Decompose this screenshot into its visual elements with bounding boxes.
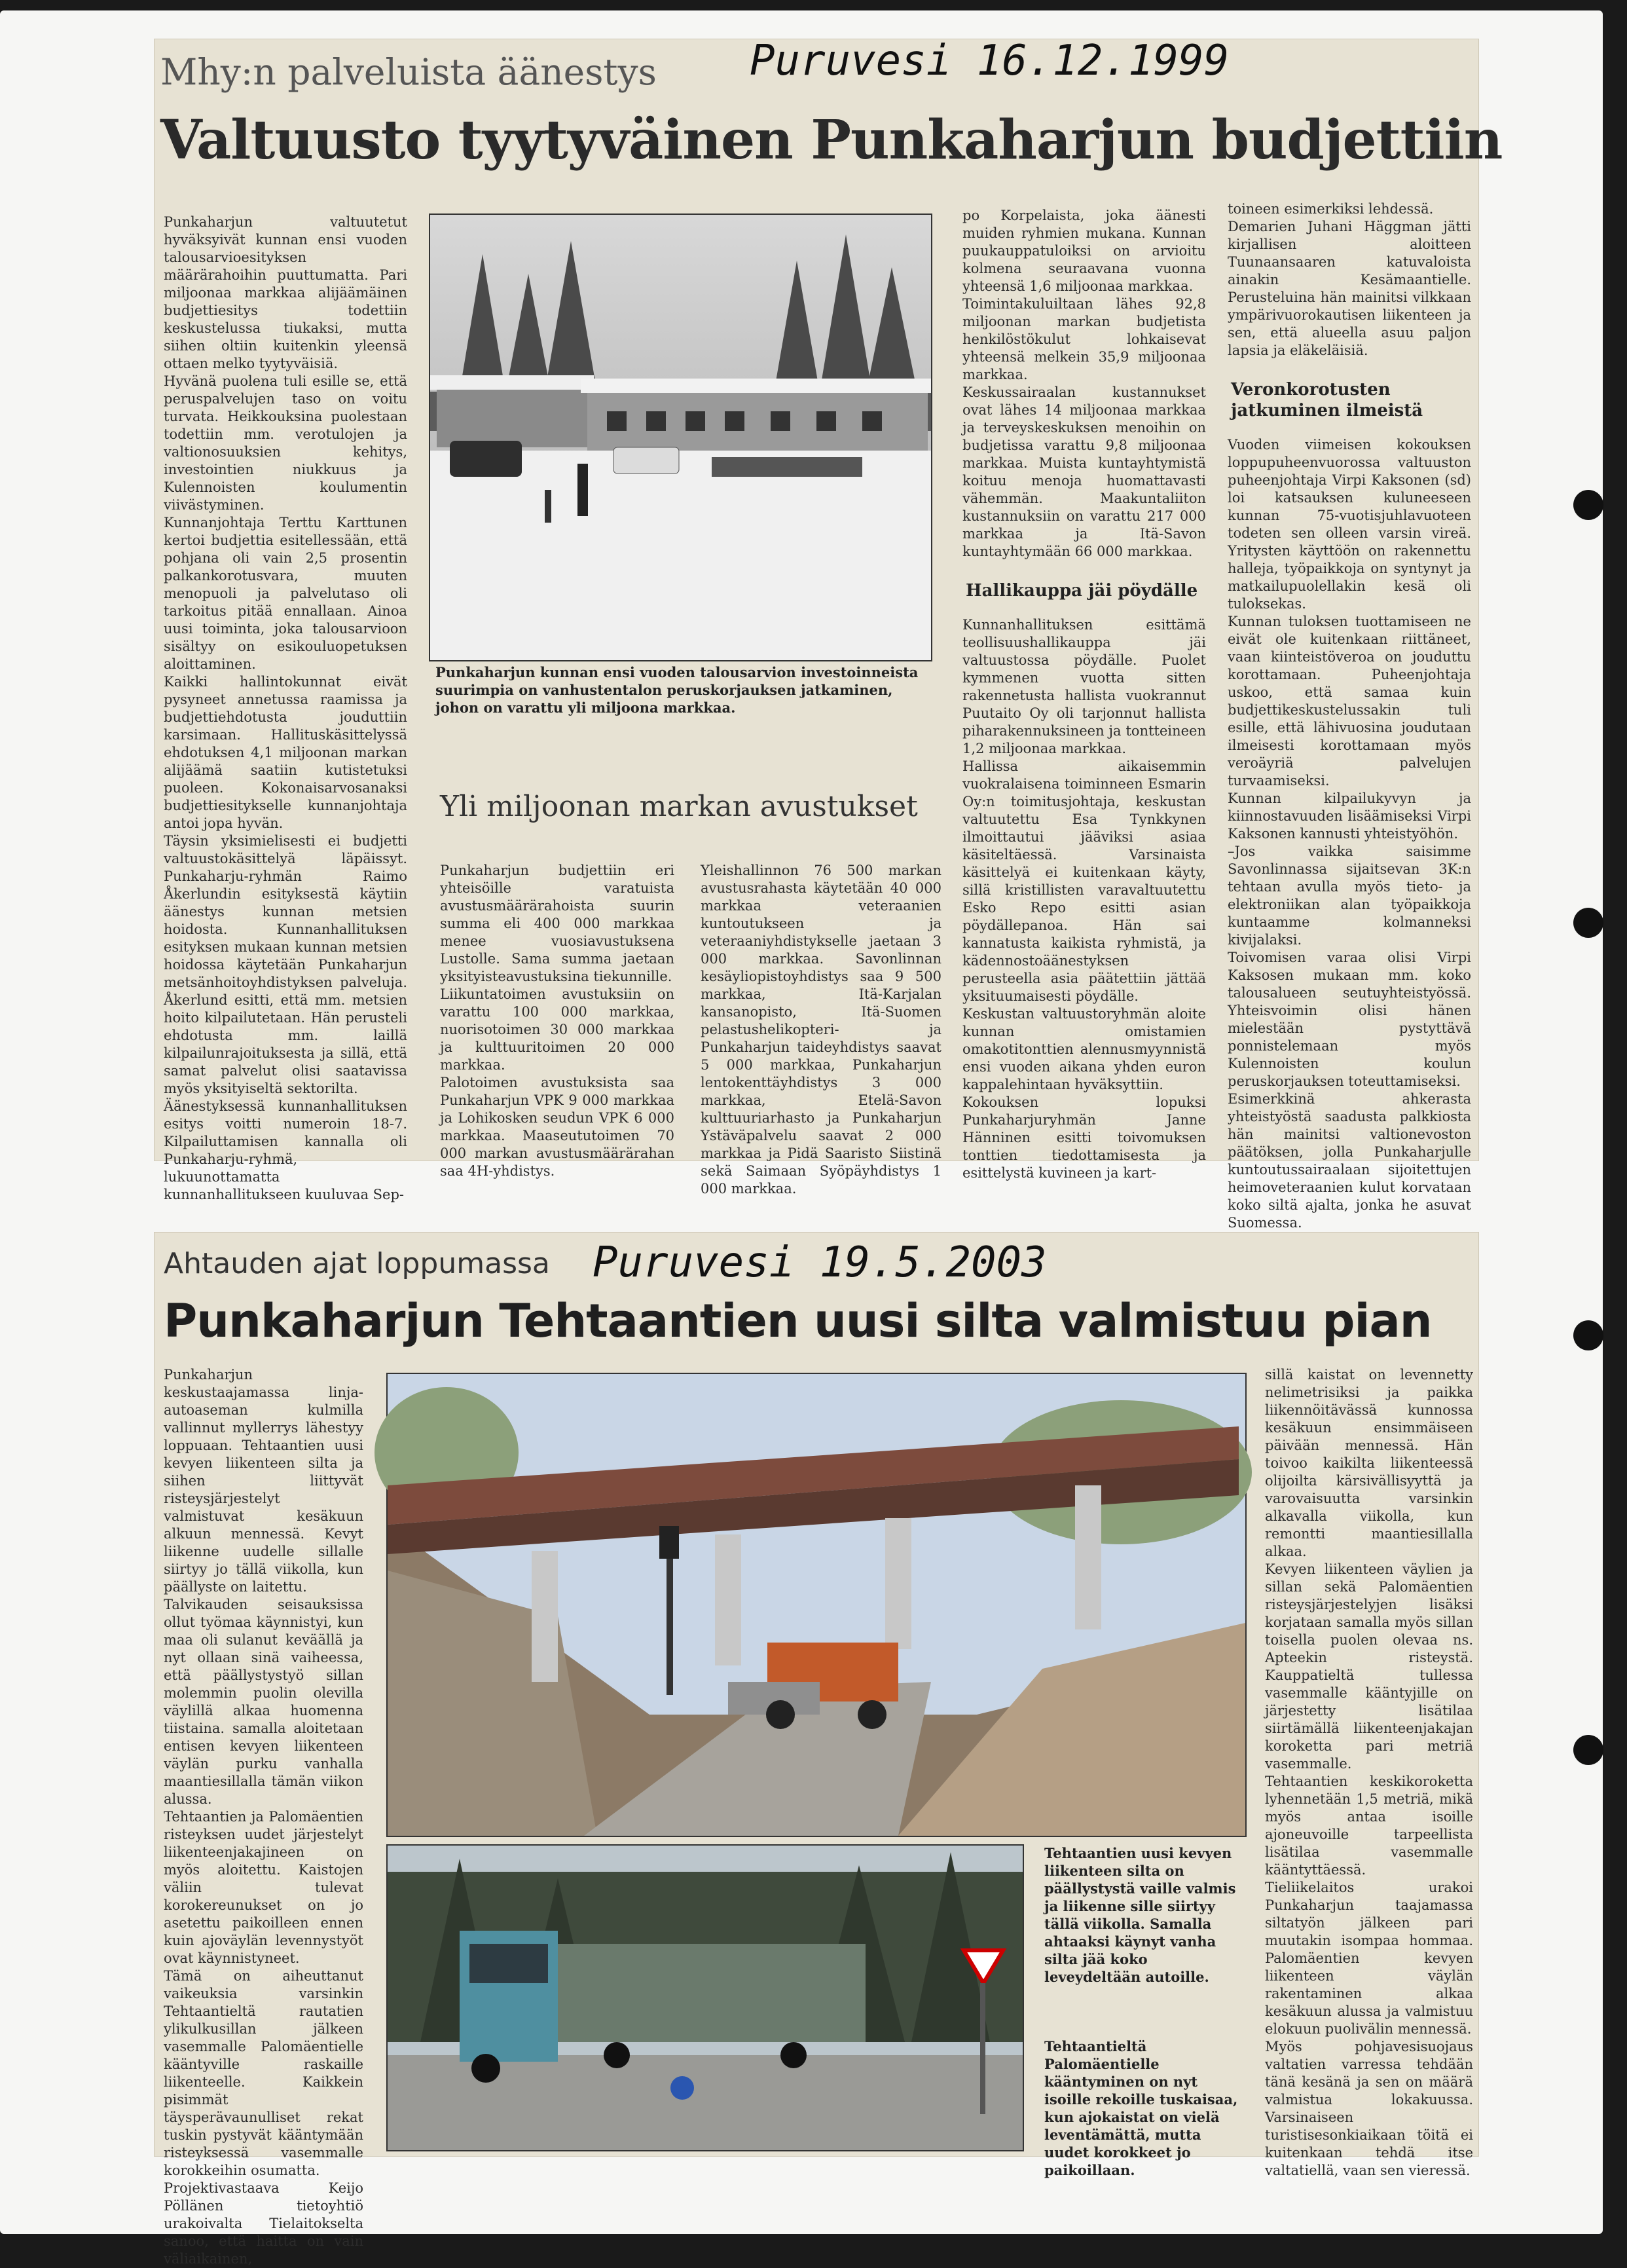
handwritten-date-1: Puruvesi 16.12.1999 <box>750 37 1230 85</box>
photo-caption-truck: Tehtaantieltä Palomäentielle kääntyminen on nyt isoille rekoille tuskaisaa, kun ajokaistat on vielä leventämättä, mutta uudet korokkeet jo paikoillaan. <box>1044 2038 1238 2178</box>
article1-kicker: Mhy:n palveluista äänestys <box>160 51 657 93</box>
nursing-home-photo <box>429 214 932 661</box>
photo-caption-1: Punkaharjun kunnan ensi vuoden talousarvion investoinneista suurimpia on vanhustentalon peruskorjauksen jatkaminen, johon on varattu yli miljoona markkaa. <box>435 664 919 716</box>
article2-kicker: Ahtauden ajat loppumassa <box>164 1247 550 1280</box>
truck-photo <box>386 1844 1024 2151</box>
article1-column-1: Punkaharjun valtuutetut hyväksyivät kunnan ensi vuoden talousarvioesityksen määrärahoihin puuttumatta. Pari miljoonaa markkaa alijäämäinen budjettiesitys todettiin keskustelussa tiukaksi, mutta siihen oltiin kuitenkin yleensä ottaen melko tyytyväisiä. Hyvänä puolena tuli esille se, että peruspalvelujen taso on voitu turvata. Heikkouksina puolestaan todettiin mm. verotulojen ja valtionosuuksien kehitys, investointien niukkuus ja Kulennoisten koulumentin viivästyminen. Kunnanjohtaja Terttu Karttunen kertoi budjettia esitellessään, että pohjana oli vain 2,5 prosentin palkankorotusvara, muuten menopuoli ja palvelutaso oli tarkoitus pitää ennallaan. Ainoa uusi toiminta, joka talousarvioon sisältyy on esikouluopetuksen aloittaminen. Kaikki hallintokunnat eivät pysyneet annetussa raamissa ja budjettiehdotusta jouduttiin karsimaan. Hallituskäsittelyssä ehdotuksen 4,1 miljoonan markan alijäämä saatiin kutistetuksi puoleen. Kokonaisarvosanaksi budjettiesitykselle kunnanjohtaja antoi jopa hyvän. Täysin yksimielisesti ei budjetti valtuustokäsittelyä läpäissyt. Punkaharju-ryhmän Raimo Åkerlundin esityksestä käytiin äänestys kunnan metsien hoidosta. Kunnanhallituksen esityksen mukaan kunnan metsien hoidossa käytetään Punkaharjun metsänhoitoyhdistyksen palveluja. Åkerlund esitti, että mm. metsien hoito kilpailutetaan. Hän perusteli ehdotusta mm. laillä kilpailunrajoituksesta ja sillä, että samat palvelut olisi saatavissa myös yksityiseltä sektorilta. Äänestyksessä kunnanhallituksen esitys voitti numeroin 18-7. Kilpailuttamisen kannalla oli Punkaharju-ryhmä, lukuunottamatta kunnanhallitukseen kuuluvaa Sep- <box>164 214 407 1202</box>
article1-column-5a: toineen esimerkiksi lehdessä. Demarien Juhani Häggman jätti kirjallisen aloitteen Tuunaansaaren katuvaloista ainakin Kesämaantielle. Perusteluina hän mainitsi vilkkaan ympärivuorokautisen liikenteen ja sen, että alueella asuu paljon lapsia ja eläkeläisiä. <box>1228 201 1471 358</box>
article1-grants-column-2: Yleishallinnon 76 500 markan avustusrahasta käytetään 40 000 markkaa veteraanien kuntoutukseen ja veteraaniyhdistykselle jaetaan 3 000 markkaa. Savonlinnan kesäyliopistoyhdistys saa 9 500 markkaa, Itä-Karjalan kansanopisto, Itä-Suomen pelastushelikopteri- ja Punkaharjun taideyhdistys saavat 5 000 markkaa, Punkaharjun lentokenttäyhdistys 3 000 markkaa, Etelä-Savon kulttuuriarhasto ja Punkaharjun Ystäväpalvelu saavat 2 000 markkaa ja Pidä Saaristo Siistinä sekä Saimaan Syöpäyhdistys 1 000 markkaa. <box>701 863 941 1197</box>
article2-column-1: Punkaharjun keskustaajamassa linja-autoaseman kulmilla vallinnut myllerrys lähestyy loppuaan. Tehtaantien uusi kevyen liikenteen silta ja siihen liittyvät risteysjärjestelyt valmistuvat kesäkuun alkuun mennessä. Kevyt liikenne uudelle sillalle siirtyy jo tällä viikolla, kun päällyste on laitettu. Talvikauden seisauksissa ollut työmaa käynnistyi, kun maa oli sulanut keväällä ja nyt ollaan sinä vaiheessa, että päällystystyö sillan molemmin puolin olevilla väylillä alkaa huomenna tiistaina. samalla aloitetaan entisen kevyen liikenteen väylän purku vanhalla maantiesillalla tämän viikon alussa. Tehtaantien ja Palomäentien risteyksen uudet järjestelyt liikenteenjakajineen on myös aloitettu. Kaistojen väliin tulevat korokereunukset on jo asetettu paikoilleen ennen kuin ajoväylän levennystyöt ovat käynnistyneet. Tämä on aiheuttanut vaikeuksia varsinkin Tehtaantieltä rautatien ylikulkusillan jälkeen vasemmalle Palomäentielle kääntyville raskaille liikenteelle. Kaikkein pisimmät täysperävaunulliset rekat tuskin pystyvät kääntymään risteyksessä vasemmalle korokkeihin osumatta. Projektivastaava Keijo Pöllänen tietoyhtiö urakoivalta Tielaitokselta sanoo, että haitta on vain väliaikainen, <box>164 1367 363 2267</box>
subheading-hall-sale: Hallikauppa jäi pöydälle <box>966 581 1198 601</box>
album-page <box>0 10 1603 2267</box>
punch-hole <box>1573 1320 1603 1350</box>
article2-headline: Punkaharjun Tehtaantien uusi silta valmistuu pian <box>164 1294 1432 1348</box>
handwritten-date-2: Puruvesi 19.5.2003 <box>593 1238 1047 1287</box>
punch-hole <box>1573 490 1603 520</box>
article1-grants-column-1: Punkaharjun budjettiin eri yhteisöille varatuista avustusmäärärahoista suurin summa eli 400 000 markkaa menee vuosiavustuksena Lustolle. Sama summa jaetaan yksityisteavustuksina tiekunnille. Liikuntatoimen avustuksiin on varattu 100 000 markkaa, nuorisotoimen 30 000 markkaa ja kulttuuritoimen 20 000 markkaa. Palotoimen avustuksista saa Punkaharjun VPK 9 000 markkaa ja Lohikosken seudun VPK 6 000 markkaa. Maaseututoimen 70 000 markan avustusmäärärahan saa 4H-yhdistys. <box>440 863 674 1179</box>
article1-column-5b: Vuoden viimeisen kokouksen loppupuheenvuorossa valtuuston puheenjohtaja Virpi Kaksonen (sd) loi katsauksen kuluneeseen kunnan 75-vuotisjuhlavuoteen todeten sen olleen varsin vireä. Yritysten käyttöön on rakennettu halleja, työpaikkoja on syntynyt ja matkailupuolellakin kesä oli tuloksekas. Kunnan tuloksen tuottamiseen ne eivät ole kuitenkaan riittäneet, vaan kiinteistöveroa on jouduttu korottamaan. Puheenjohtaja uskoo, että samaa kuin budjettikeskustelussakin tuli esille, että lähivuosina joudutaan ilmeisesti korottamaan myös veroäyriä palvelujen turvaamiseksi. Kunnan kilpailukyvyn ja kiinnostavuuden lisäämiseksi Virpi Kaksonen kannusti yhteistyöhön. –Jos vaikka saisimme Savonlinnassa sijaitsevan 3K:n tehtaan avulla myös tieto- ja elektroniikan alan työpaikkoja kuntaamme kolmanneksi kivijalaksi. Toivomisen varaa olisi Virpi Kaksosen mukaan mm. koko talousalueen seutuyhteistyössä. Yhteisvoimin olisi hänen mielestään pystyttävä ponnistelemaan myös Kulennoisten koulun peruskorjauksen toteuttamiseksi. Esimerkkinä ahkerasta yhteistyöstä saadusta palkkiosta hän mainitsi valtionevoston päätöksen, jolla Punkaharjulle kuntoutussairaalaan sijoitettujen heimoveteraanien kulut korvataan koko siltä ajalta, jonka he asuvat Suomessa. <box>1228 437 1471 1231</box>
section-heading-grants: Yli miljoonan markan avustukset <box>440 790 918 823</box>
article1-headline: Valtuusto tyytyväinen Punkaharjun budjettiin <box>160 109 1503 172</box>
punch-hole <box>1573 908 1603 938</box>
article2-column-3: sillä kaistat on levennetty nelimetrisiksi ja paikka liikennöitävässä kunnossa kesäkuun ensimmäiseen päivään mennessä. Hän toivoo kaikilta liikenteessä olijoilta kärsivällisyyttä ja varovaisuutta varsinkin alkavalla viikolla, kun remontti maantiesillalla alkaa. Kevyen liikenteen väylien ja sillan sekä Palomäentien risteysjärjestelyjen lisäksi korjataan samalla myös sillan toisella puolen olevaa ns. Apteekin risteystä. Kauppatieltä tullessa vasemmalle kääntyjille on järjestetty lisätilaa siirtämällä liikenteenjakajan koroketta pari metriä vasemmalle. Tehtaantien keskikoroketta lyhennetään 1,5 metriä, mikä myös antaa isoille ajoneuvoille tarpeellista lisätilaa vasemmalle kääntyttäessä. Tieliikelaitos urakoi Punkaharjun taajamassa siltatyön jälkeen pari muutakin isompaa hommaa. Palomäentien kevyen liikenteen väylän rakentaminen alkaa kesäkuun alussa ja valmistuu elokuun puolivälin mennessä. Myös pohjavesisuojaus valtatien varressa tehdään tänä kesänä ja sen on määrä valmistua lokakuussa. Varsinaiseen turistisesonkiaikaan töitä ei kuitenkaan tehdä itse valtatiellä, vaan sen vieressä. <box>1265 1367 1473 2178</box>
subheading-tax-increase: Veronkorotusten jatkuminen ilmeistä <box>1231 380 1423 420</box>
article1-column-4b: Kunnanhallituksen esittämä teollisuushallikauppa jäi valtuustossa pöydälle. Puolet kymmenen vuotta sitten rakennetusta hallista vuokrannut Puutaito Oy oli tarjonnut hallista piharakennuksineen ja tontteineen 1,2 miljoonaa markkaa. Hallissa aikaisemmin vuokralaisena toiminneen Esmarin Oy:n toimitusjohtaja, keskustan valtuutettu Esa Tynkkynen ilmoittautui jääviksi asiaa käsiteltäessä. Varsinaista käsittelyä ei kuitenkaan käyty, sillä kristillisten varavaltuutettu Esko Repo esitti asian pöydällepanoa. Hän sai kannatusta kaikista ryhmistä, ja kädennostoäänestyksen perusteella asia päätettiin jättää yksituumaisesti pöydälle. Keskustan valtuustoryhmän aloite kunnan omistamien omakotitonttien alennusmyynnistä ensi vuoden aikana yhden euron kappalehintaan hyväksyttiin. Kokouksen lopuksi Punkaharjuryhmän Janne Hänninen esitti toivomuksen tonttien tiedottamisesta ja esittelystä kuvineen ja kart- <box>962 617 1206 1181</box>
bridge-photo <box>386 1373 1247 1837</box>
photo-caption-bridge: Tehtaantien uusi kevyen liikenteen silta on päällystystä vaille valmis ja liikenne sille siirtyy tällä viikolla. Samalla ahtaaksi käynyt vanha silta jää koko leveydeltään autoille. <box>1044 1845 1236 1985</box>
article1-column-4: po Korpelaista, joka äänesti muiden ryhmien mukana. Kunnan puukauppatuloiksi on arvioitu kolmena seuraavana vuonna yhteensä 1,6 miljoonaa markkaa. Toimintakuluiltaan lähes 92,8 miljoonan markan budjetista henkilöstökulut lohkaisevat yhteensä melkein 35,9 miljoonaa markkaa. Keskussairaalan kustannukset ovat lähes 14 miljoonaa markkaa ja terveyskeskuksen menoihin on budjetissa varattu 9,8 miljoonaa markkaa. Muista kuntayhtymistä koituu menoja huomattavasti vähemmän. Maakuntaliiton kustannuksiin on varattu 217 000 markkaa ja Itä-Savon kuntayhtymään 66 000 markkaa. <box>962 208 1206 559</box>
punch-hole <box>1573 1735 1603 1765</box>
